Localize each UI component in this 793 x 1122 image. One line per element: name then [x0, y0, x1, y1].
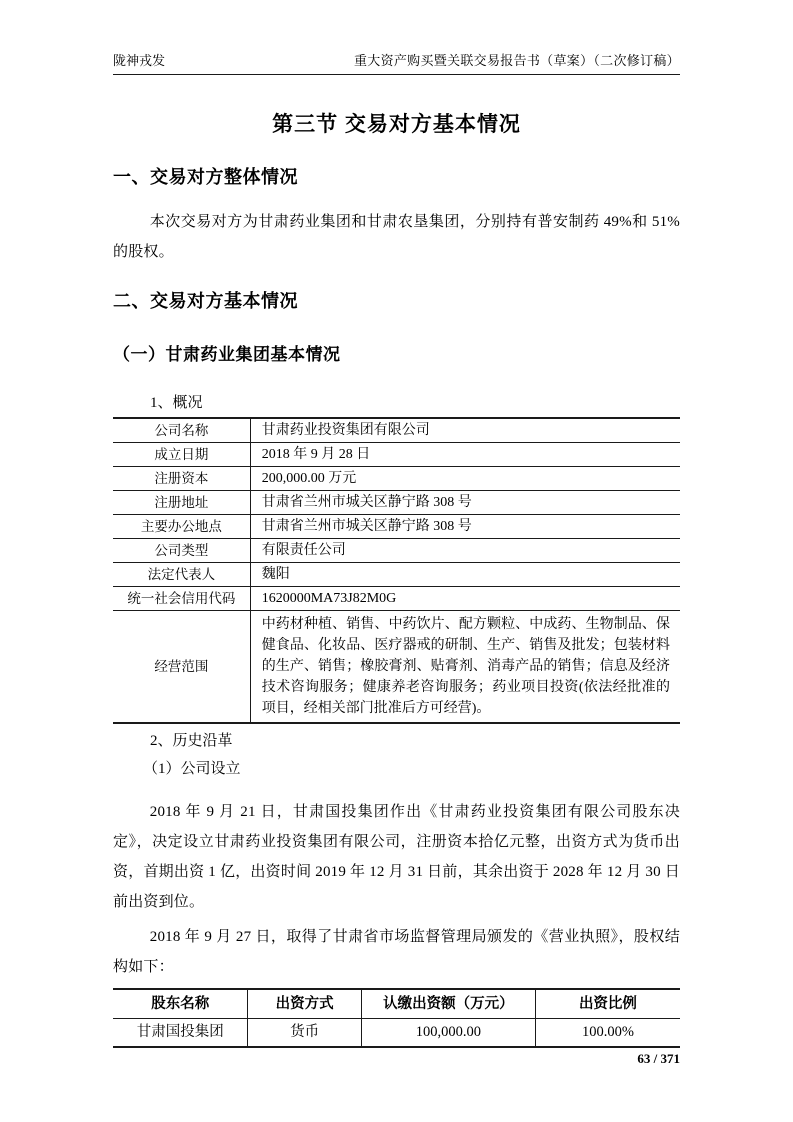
shareholder-table: [113, 988, 680, 1048]
row-label: 主要办公地点: [113, 515, 250, 539]
cell-contribution-ratio: 100.00%: [535, 1019, 680, 1048]
shareholder-table-header-row: [113, 989, 680, 1019]
overview-table-row: [113, 467, 680, 491]
overview-table-row: [113, 611, 680, 724]
section-1-heading: 一、交易对方整体情况: [113, 167, 298, 187]
row-value: 2018 年 9 月 28 日: [250, 443, 680, 467]
row-label: 成立日期: [113, 443, 250, 467]
column-header-shareholder-name: 股东名称: [113, 989, 248, 1019]
section-2-heading: 二、交易对方基本情况: [113, 291, 298, 311]
establishment-paragraph-2: 2018 年 9 月 27 日，取得了甘肃省市场监督管理局颁发的《营业执照》，股权结构如下：: [113, 929, 680, 975]
chapter-title: 第三节 交易对方基本情况: [272, 113, 521, 136]
column-header-subscribed-amount: 认缴出资额（万元）: [361, 989, 535, 1019]
overview-table-row: [113, 491, 680, 515]
page-number: 63 / 371: [637, 1051, 680, 1066]
page-header: [113, 52, 680, 75]
overview-table-row: [113, 515, 680, 539]
overview-table-row: [113, 587, 680, 611]
shareholder-table-row: [113, 1019, 680, 1048]
row-value: 1620000MA73J82M0G: [250, 587, 680, 611]
row-value: 甘肃省兰州市城关区静宁路 308 号: [250, 515, 680, 539]
overview-table-row: [113, 563, 680, 587]
row-label: 公司名称: [113, 418, 250, 443]
cell-contribution-method: 货币: [248, 1019, 361, 1048]
cell-shareholder-name: 甘肃国投集团: [113, 1019, 248, 1048]
subsection-1-heading: （一）甘肃药业集团基本情况: [113, 345, 341, 364]
row-label: 注册资本: [113, 467, 250, 491]
section-1-paragraph: 本次交易对方为甘肃药业集团和甘肃农垦集团，分别持有普安制药 49%和 51%的股权。: [113, 214, 680, 260]
row-value: 甘肃药业投资集团有限公司: [250, 418, 680, 443]
overview-table-row: [113, 539, 680, 563]
history-heading: 2、历史沿革: [150, 733, 233, 749]
column-header-contribution-ratio: 出资比例: [535, 989, 680, 1019]
row-value: 中药材种植、销售、中药饮片、配方颗粒、中成药、生物制品、保健食品、化妆品、医疗器戒的研制、生产、销售及批发；包装材料的生产、销售；橡胶膏剂、贴膏剂、消毒产品的销售；信息及经济技术咨询服务；健康养老咨询服务；药业项目投资(依法经批准的项目，经相关部门批准后方可经营)。: [250, 611, 680, 724]
overview-table-row: [113, 418, 680, 443]
row-label: 法定代表人: [113, 563, 250, 587]
header-company-name: 陇神戎发: [113, 53, 166, 68]
company-overview-table: [113, 417, 680, 724]
row-label: 经营范围: [113, 611, 250, 724]
row-label: 注册地址: [113, 491, 250, 515]
row-label: 公司类型: [113, 539, 250, 563]
overview-heading: 1、概况: [150, 395, 203, 411]
cell-subscribed-amount: 100,000.00: [361, 1019, 535, 1048]
row-value: 甘肃省兰州市城关区静宁路 308 号: [250, 491, 680, 515]
row-value: 有限责任公司: [250, 539, 680, 563]
row-label: 统一社会信用代码: [113, 587, 250, 611]
overview-table-row: [113, 443, 680, 467]
column-header-contribution-method: 出资方式: [248, 989, 361, 1019]
establishment-paragraph-1: 2018 年 9 月 21 日，甘肃国投集团作出《甘肃药业投资集团有限公司股东决定》，决定设立甘肃药业投资集团有限公司，注册资本拾亿元整，出资方式为货币出资，首期出资 1 亿，出资时间 2019 年 12 月 31 日前，其余出资于 2028 年 12 月 30 日前出资到位。: [113, 804, 680, 910]
establishment-heading: （1）公司设立: [143, 761, 241, 777]
row-value: 魏阳: [250, 563, 680, 587]
row-value: 200,000.00 万元: [250, 467, 680, 491]
header-report-title: 重大资产购买暨关联交易报告书（草案）（二次修订稿）: [353, 53, 680, 68]
